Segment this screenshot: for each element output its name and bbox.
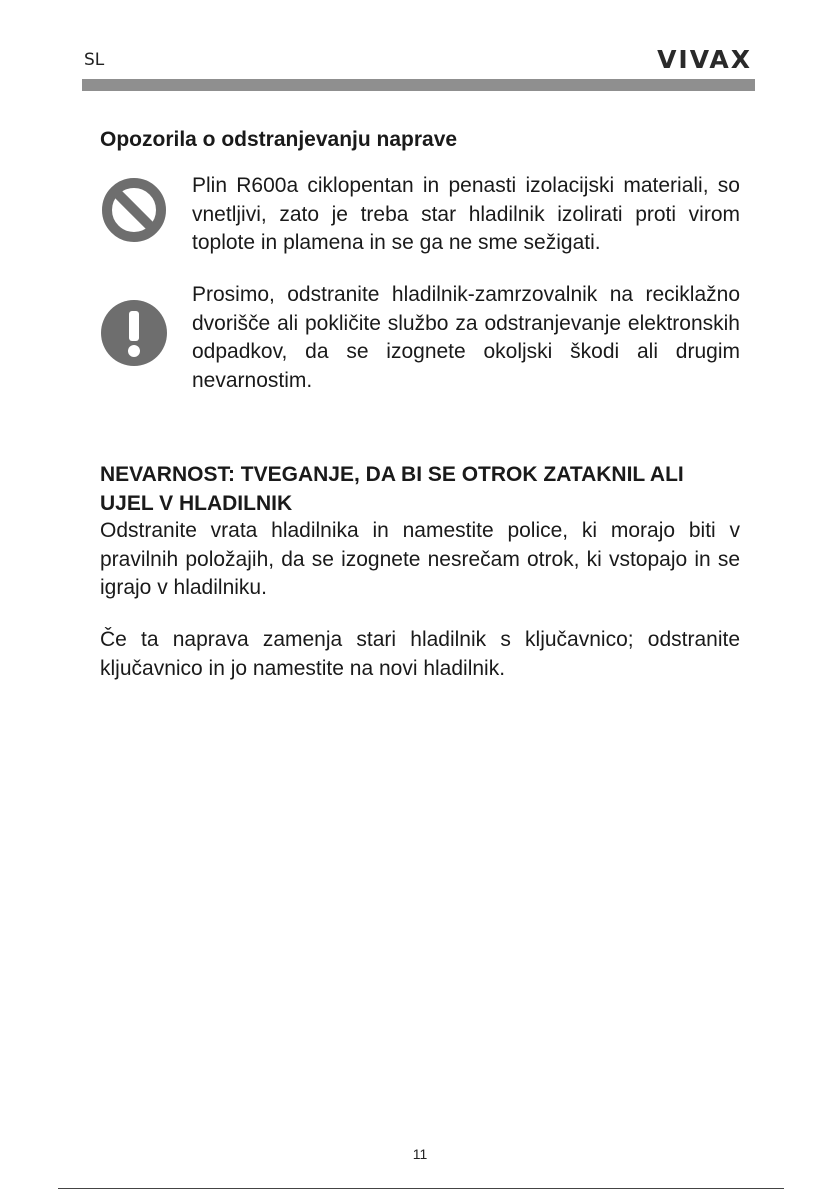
disposal-section-title: Opozorila o odstranjevanju naprave xyxy=(100,128,458,151)
language-code: SL xyxy=(84,50,105,70)
header-divider-bar xyxy=(82,79,755,91)
flammable-warning xyxy=(100,172,740,287)
danger-section-title: NEVARNOST: TVEGANJE, DA BI SE OTROK ZATAKNIL ALI UJEL V HLADILNIK xyxy=(100,463,684,515)
page-number: 11 xyxy=(412,1146,428,1162)
footer-rule xyxy=(58,1188,784,1189)
danger-paragraph-doors: Odstranite vrata hladilnika in namestite police, ki morajo biti v pravilnih položajih, da se izognete nesrečam otrok, ki vstopajo in se igrajo v hladilniku. xyxy=(100,519,740,599)
prohibited-icon xyxy=(100,176,168,244)
flammable-warning-text: Plin R600a ciklopentan in penasti izolacijski materiali, so vnetljivi, zato je treba star hladilnik izolirati proti virom toplote in plamena in se ga ne sme sežigati. xyxy=(192,174,740,254)
recycling-warning xyxy=(100,281,740,396)
danger-paragraph-lock: Če ta naprava zamenja stari hladilnik s ključavnico; odstranite ključavnico in jo namestite na novi hladilnik. xyxy=(100,628,740,680)
recycling-warning-text: Prosimo, odstranite hladilnik-zamrzovalnik na reciklažno dvorišče ali pokličite službo za odstranjevanje elektronskih odpadkov, da se izognete okoljski škodi ali drugim nevarnostim. xyxy=(192,283,740,392)
exclamation-icon xyxy=(100,299,168,367)
brand-logo: VIVAX xyxy=(657,45,752,74)
